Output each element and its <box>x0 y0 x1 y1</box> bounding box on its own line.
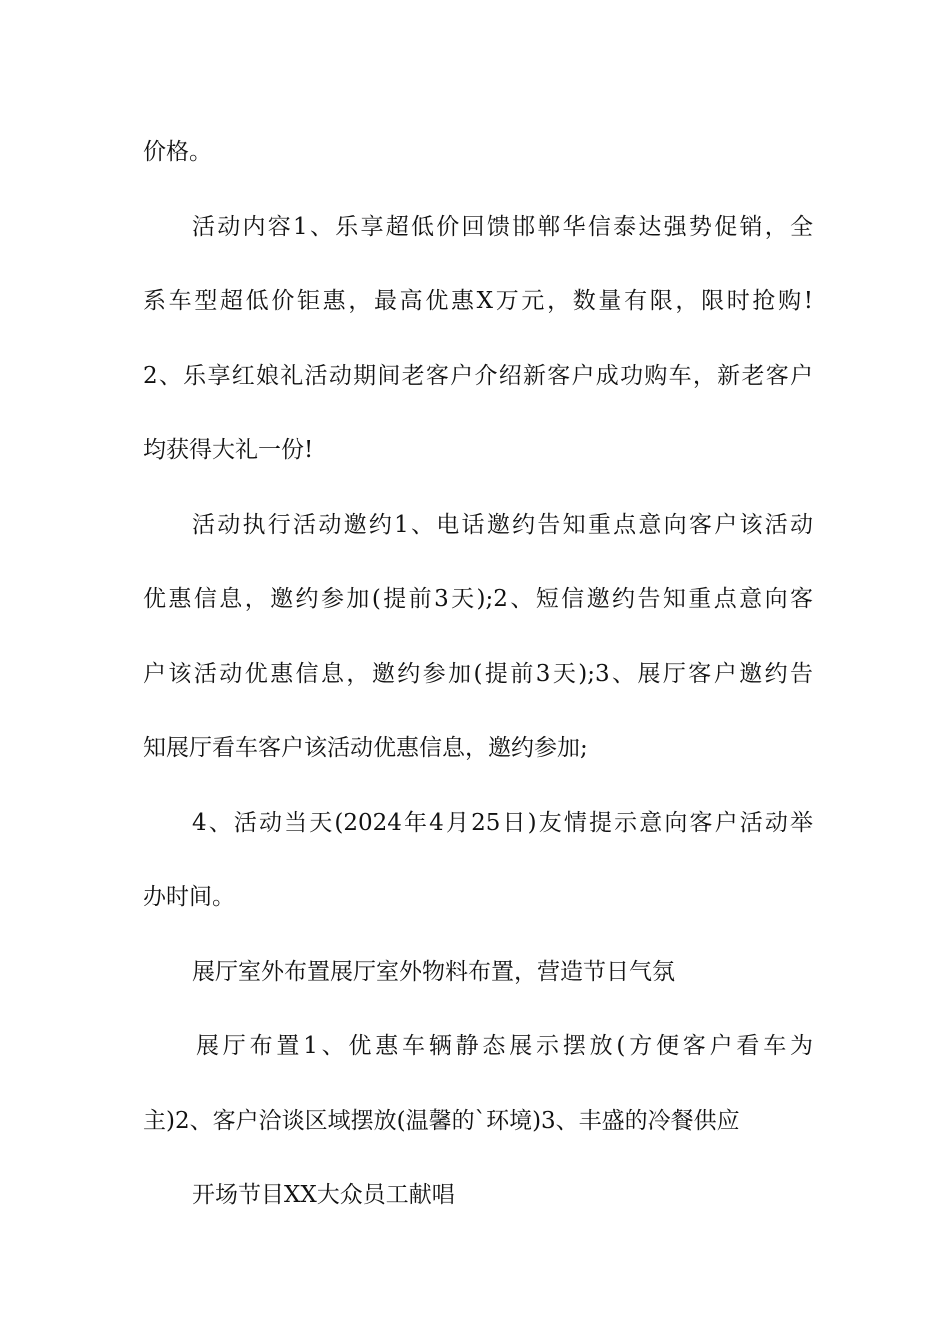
paragraph-outdoor-layout: 展厅室外布置展厅室外物料布置，营造节日气氛 <box>192 959 675 985</box>
paragraph-activity-content-line-4: 均获得大礼一份! <box>143 437 314 463</box>
paragraph-showroom-layout-line-2: 主)2、客户洽谈区域摆放(温馨的`环境)3、丰盛的冷餐供应 <box>143 1108 740 1134</box>
paragraph-activity-content-line-1: 活动内容1、乐享超低价回馈邯郸华信泰达强势促销，全 <box>192 214 813 240</box>
paragraph-activity-execution-line-4: 知展厅看车客户该活动优惠信息，邀约参加; <box>143 735 588 761</box>
paragraph-event-day-line-2: 办时间。 <box>143 884 235 910</box>
paragraph-activity-content-line-3: 2、乐享红娘礼活动期间老客户介绍新客户成功购车，新老客户 <box>143 363 813 389</box>
paragraph-event-day-line-1: 4、活动当天(2024年4月25日)友情提示意向客户活动举 <box>192 810 813 836</box>
paragraph-activity-execution-line-2: 优惠信息，邀约参加(提前3天);2、短信邀约告知重点意向客 <box>143 586 813 612</box>
paragraph-opening-show: 开场节目XX大众员工献唱 <box>192 1182 455 1208</box>
paragraph-activity-execution-line-3: 户该活动优惠信息，邀约参加(提前3天);3、展厅客户邀约告 <box>143 661 813 687</box>
paragraph-activity-content-line-2: 系车型超低价钜惠，最高优惠X万元，数量有限，限时抢购! <box>143 288 813 314</box>
paragraph-activity-execution-line-1: 活动执行活动邀约1、电话邀约告知重点意向客户该活动 <box>192 512 813 538</box>
paragraph-showroom-layout-line-1: 展厅布置1、优惠车辆静态展示摆放(方便客户看车为 <box>196 1033 813 1059</box>
text-line-1: 价格。 <box>143 139 212 165</box>
